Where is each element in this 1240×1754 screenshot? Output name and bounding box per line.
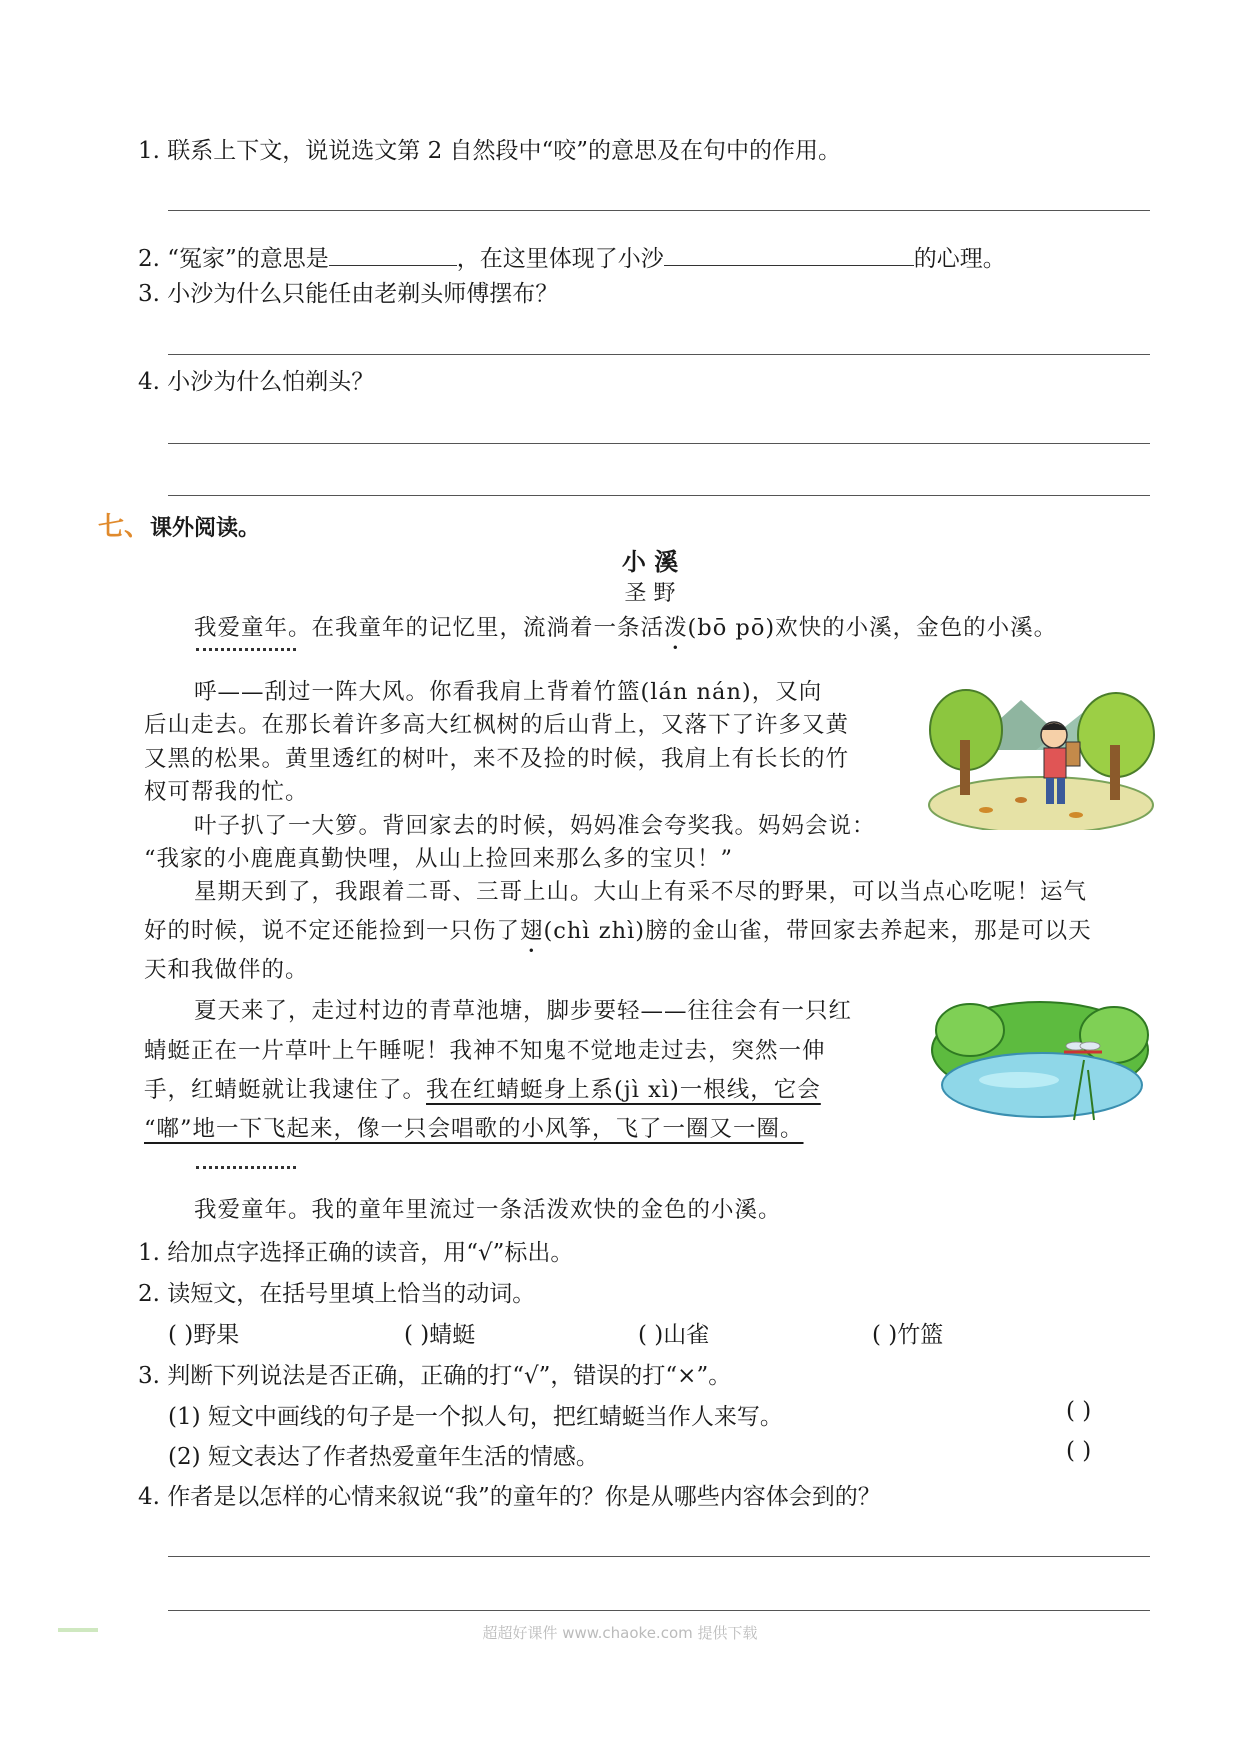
text-segment: 手，红蜻蜓就让我逮住了。 <box>144 1077 427 1103</box>
story-line: 蜻蜓正在一片草叶上午睡呢！我神不知鬼不觉地走过去，突然一伸 <box>144 1038 826 1064</box>
story-line <box>144 1072 821 1104</box>
question-2-part-b: ，在这里体现了小沙 <box>456 246 664 272</box>
story-line: 后山走去。在那长着许多高大红枫树的后山背上，又落下了许多又黄 <box>144 712 850 738</box>
verb-blank-4[interactable]: ( )竹篮 <box>872 1322 944 1348</box>
verb-blank-3[interactable]: ( )山雀 <box>638 1322 710 1348</box>
text-segment: (chì zhì)膀的金山雀，带回家去养起来，那是可以天 <box>543 918 1092 944</box>
judgement-answer-box[interactable]: ( ) <box>1066 1438 1092 1464</box>
text-segment: (bō pō)欢快的小溪，金色的小溪。 <box>687 615 1058 641</box>
underlined-sentence: “嘟”地一下飞起来，像一只会唱歌的小风筝，飞了一圈又一圈。 <box>144 1116 804 1142</box>
judgement-statement-2: (2) 短文表达了作者热爱童年生活的情感。 <box>168 1444 599 1470</box>
footer-decoration <box>58 1628 98 1632</box>
judgement-answer-box[interactable]: ( ) <box>1066 1398 1092 1424</box>
story-line: 星期天到了，我跟着二哥、三哥上山。大山上有采不尽的野果，可以当点心吃呢！运气 <box>194 879 1088 905</box>
story-line <box>144 913 1092 945</box>
answer-line[interactable] <box>168 1556 1150 1557</box>
judgement-statement-1: (1) 短文中画线的句子是一个拟人句，把红蜻蜓当作人来写。 <box>168 1404 783 1430</box>
story-title: 小 溪 <box>621 547 679 576</box>
question-2-part-a: 2. “冤家”的意思是 <box>138 246 329 272</box>
dotted-char: 翅 <box>520 918 544 944</box>
reading-question-3: 3. 判断下列说法是否正确，正确的打“√”，错误的打“×”。 <box>138 1363 732 1389</box>
answer-line[interactable] <box>168 1610 1150 1611</box>
reading-question-1: 1. 给加点字选择正确的读音，用“√”标出。 <box>138 1240 574 1266</box>
section-label: 课外阅读。 <box>150 516 261 541</box>
story-line: 杈可帮我的忙。 <box>144 779 309 805</box>
question-1: 1. 联系上下文，说说选文第 2 自然段中“咬”的意思及在句中的作用。 <box>138 138 842 164</box>
verb-blank-1[interactable]: ( )野果 <box>168 1322 240 1348</box>
story-line: 又黑的松果。黄里透红的树叶，来不及捡的时候，我肩上有长长的竹 <box>144 746 850 772</box>
story-line: 呼——刮过一阵大风。你看我肩上背着竹篮(lán nán)，又向 <box>194 679 823 705</box>
reading-question-4: 4. 作者是以怎样的心情来叙说“我”的童年的？你是从哪些内容体会到的？ <box>138 1484 881 1510</box>
boy-picking-leaves-illustration <box>926 680 1156 830</box>
story-line: “我家的小鹿鹿真勤快哩，从山上捡回来那么多的宝贝！” <box>144 846 734 872</box>
blank-field[interactable] <box>664 243 914 266</box>
answer-line[interactable] <box>168 495 1150 496</box>
answer-line[interactable] <box>168 210 1150 211</box>
story-line: 天和我做伴的。 <box>144 957 309 983</box>
dotted-char: 泼 <box>664 615 688 641</box>
story-line: 叶子扒了一大箩。背回家去的时候，妈妈准会夸奖我。妈妈会说： <box>194 813 876 839</box>
blank-field[interactable] <box>329 243 457 266</box>
text-segment: 我爱童年。在我童年的记忆里，流淌着一条活 <box>194 615 665 641</box>
story-paragraph-6: 我爱童年。我的童年里流过一条活泼欢快的金色的小溪。 <box>194 1197 782 1223</box>
footer-watermark: 超超好课件 www.chaoke.com 提供下载 <box>482 1624 758 1642</box>
reading-question-2: 2. 读短文，在括号里填上恰当的动词。 <box>138 1281 536 1307</box>
verb-blank-2[interactable]: ( )蜻蜓 <box>404 1322 476 1348</box>
question-4: 4. 小沙为什么怕剃头？ <box>138 369 375 395</box>
ellipsis-dots <box>196 648 296 651</box>
question-3: 3. 小沙为什么只能任由老剃头师傅摆布？ <box>138 281 559 307</box>
story-paragraph-1 <box>194 610 1057 642</box>
answer-line[interactable] <box>168 443 1150 444</box>
underlined-sentence: 我在红蜻蜓身上系(jì xì)一根线，它会 <box>426 1077 821 1103</box>
question-2 <box>138 240 1006 273</box>
ellipsis-dots <box>196 1166 296 1169</box>
question-2-part-c: 的心理。 <box>913 246 1006 272</box>
text-segment: 好的时候，说不定还能捡到一只伤了 <box>144 918 521 944</box>
answer-line[interactable] <box>168 354 1150 355</box>
pond-dragonfly-illustration <box>924 990 1156 1130</box>
section-heading <box>98 506 260 543</box>
section-number: 七、 <box>98 512 151 542</box>
story-author: 圣 野 <box>624 581 676 606</box>
story-line: 夏天来了，走过村边的青草池塘，脚步要轻——往往会有一只红 <box>194 998 853 1024</box>
